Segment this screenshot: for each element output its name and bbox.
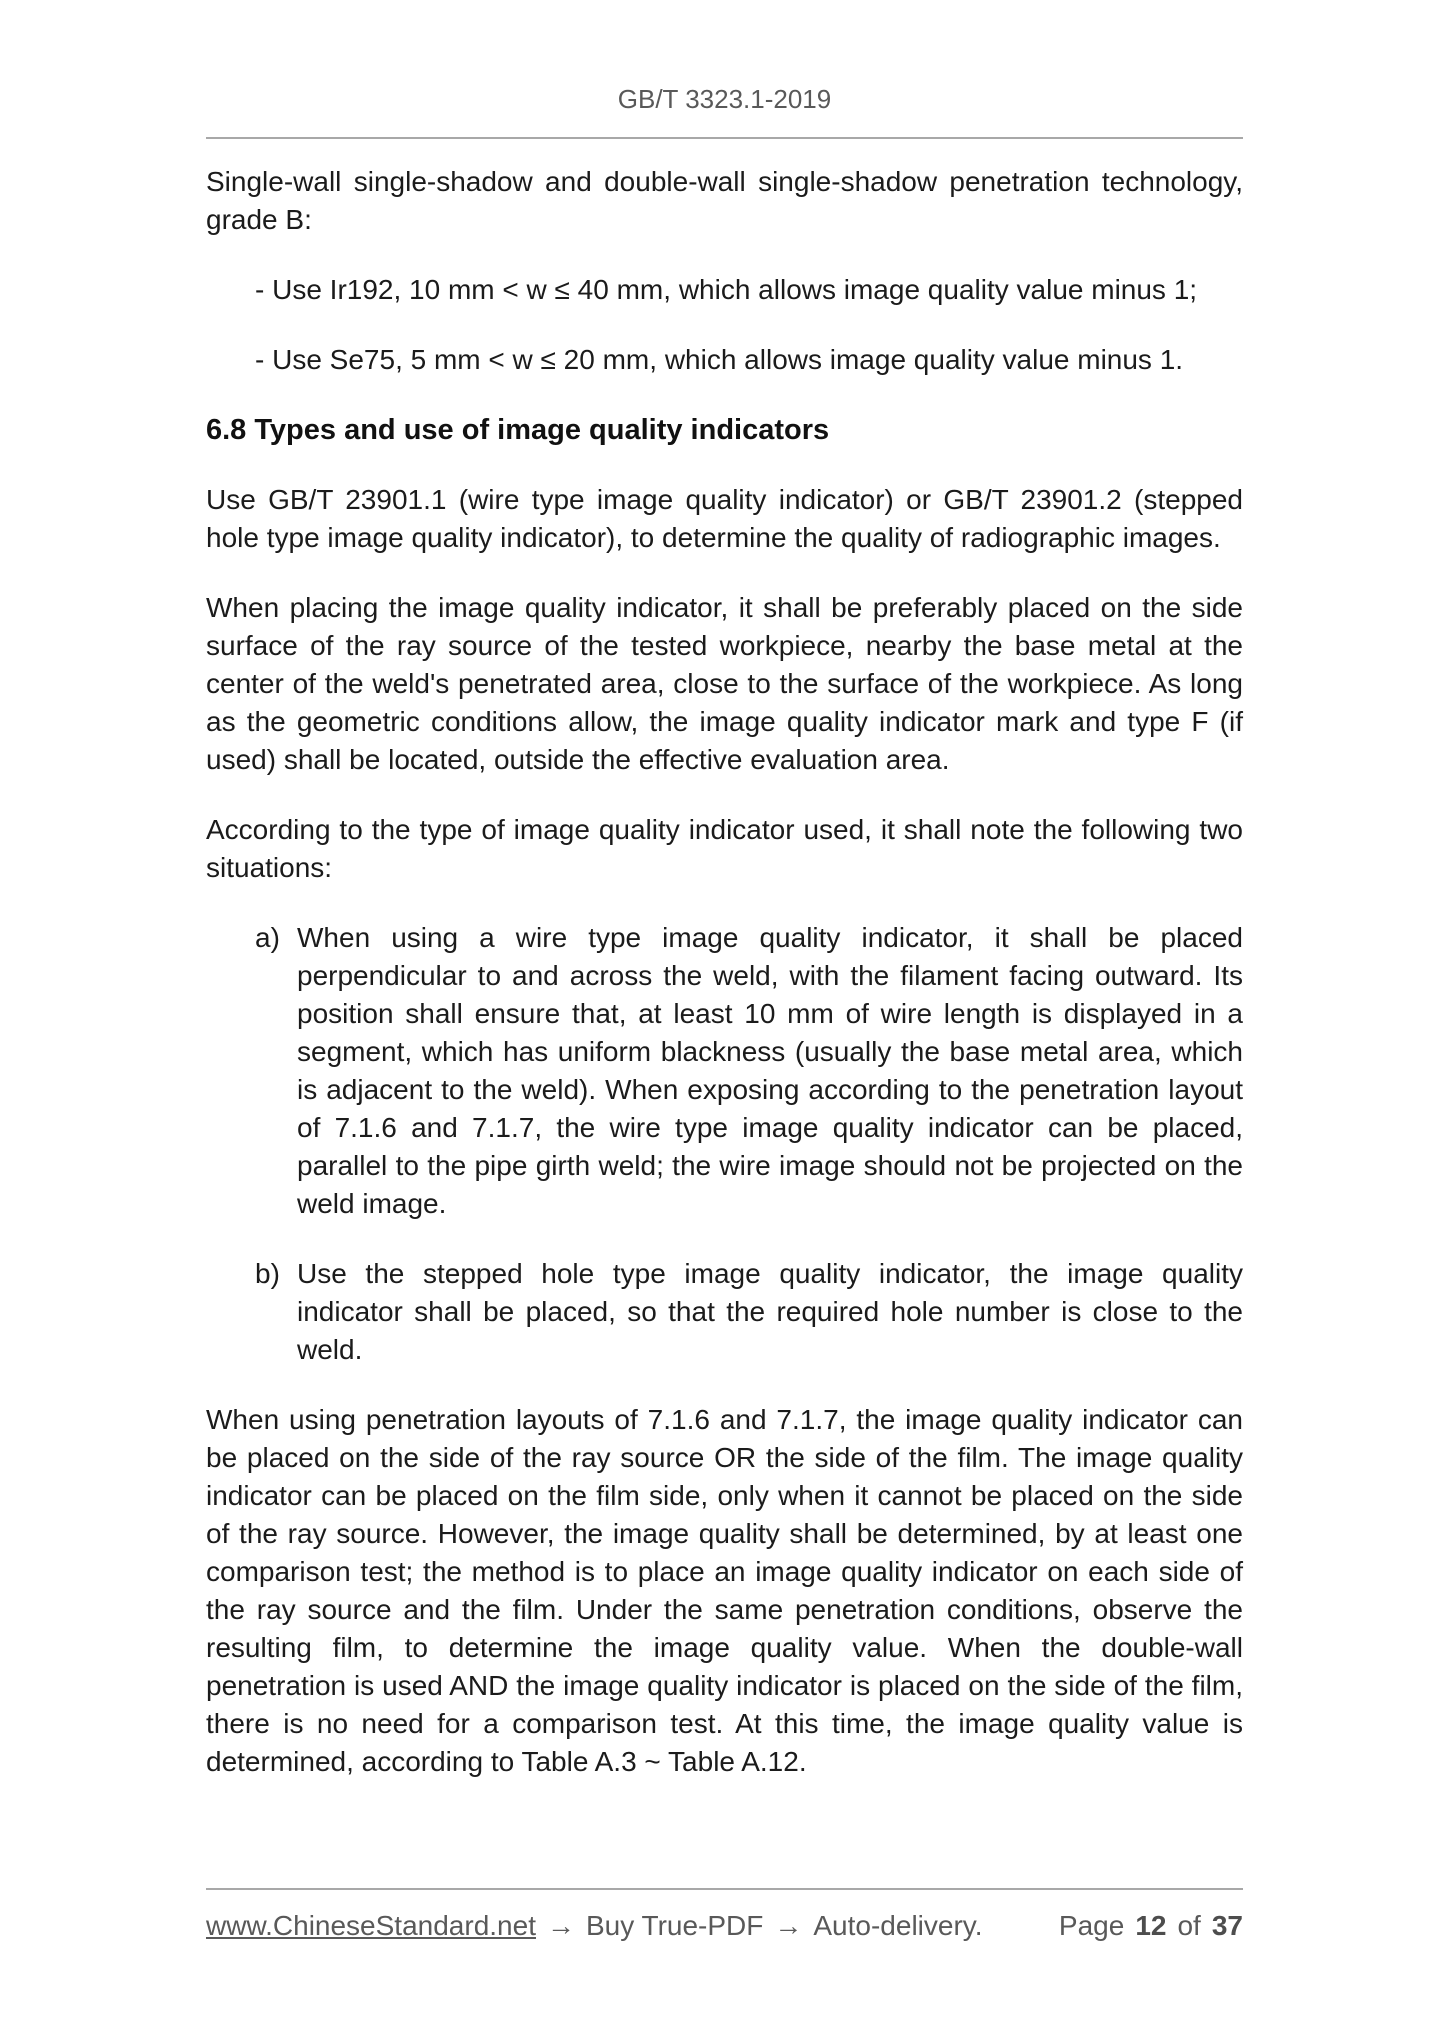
page-current-number: 12 (1135, 1910, 1167, 1941)
page-content (206, 163, 1243, 1813)
paragraph-two-situations: According to the type of image quality indicator used, it shall note the following two situations: (206, 814, 1243, 883)
arrow-right-icon: → (774, 1910, 803, 1941)
page-label: Page (1058, 1910, 1125, 1941)
list-item-a (206, 919, 1243, 1223)
footer-delivery-text: Auto-delivery. (813, 1910, 983, 1941)
paragraph-intro: Single-wall single-shadow and double-wall single-shadow penetration technology, grade B: (206, 166, 1243, 235)
page-of-label: of (1177, 1910, 1201, 1941)
paragraph-closing: When using penetration layouts of 7.1.6 and 7.1.7, the image quality indicator can be placed on the side of the ray source OR the side of the film. The image quality indicator can be placed on the film side, only when it cannot be placed on the side of the ray source. However, the image quality shall be determined, by at least one comparison test; the method is to place an image quality indicator on each side of the ray source and the film. Under the same penetration conditions, observe the resulting film, to determine the image quality value. When the double-wall penetration is used AND the image quality indicator is placed on the side of the film, there is no need for a comparison test. At this time, the image quality value is determined, according to Table A.3 ~ Table A.12. (206, 1404, 1243, 1777)
list-marker-a: a) (255, 922, 280, 953)
list-text-a: When using a wire type image quality indicator, it shall be placed perpendicular to and across the weld, with the filament facing outward. Its position shall ensure that, at least 10 mm of wire length is displayed in a segment, which has uniform blackness (usually the base metal area, which is adjacent to the weld). When exposing according to the penetration layout of 7.1.6 and 7.1.7, the wire type image quality indicator can be placed, parallel to the pipe girth weld; the wire image should not be projected on the weld image. (297, 922, 1243, 1219)
section-heading-6-8: 6.8 Types and use of image quality indicators (206, 414, 830, 446)
page-total-number: 37 (1211, 1910, 1243, 1941)
page-header-standard-number: GB/T 3323.1-2019 (617, 84, 832, 114)
bullet-ir192: - Use Ir192, 10 mm < w ≤ 40 mm, which allows image quality value minus 1; (255, 274, 1198, 305)
list-text-b: Use the stepped hole type image quality indicator, the image quality indicator shall be placed, so that the required hole number is close to the weld. (297, 1258, 1243, 1365)
list-marker-b: b) (255, 1258, 280, 1289)
footer-divider (206, 1888, 1243, 1890)
list-item-b (206, 1255, 1243, 1369)
footer-buy-text: Buy True-PDF (585, 1910, 764, 1941)
footer-source-line (206, 1907, 982, 1945)
bullet-se75: - Use Se75, 5 mm < w ≤ 20 mm, which allows image quality value minus 1. (255, 344, 1184, 375)
page-footer (206, 1907, 1243, 1945)
arrow-right-icon: → (546, 1910, 575, 1941)
page-indicator (1059, 1907, 1243, 1945)
website-link[interactable]: www.ChineseStandard.net (206, 1910, 536, 1941)
paragraph-placing-indicator: When placing the image quality indicator, it shall be preferably placed on the side surface of the ray source of the tested workpiece, nearby the base metal at the center of the weld's penetrated area, close to the surface of the workpiece. As long as the geometric conditions allow, the image quality indicator mark and type F (if used) shall be located, outside the effective evaluation area. (206, 592, 1243, 775)
header-divider (206, 137, 1243, 139)
paragraph-use-gbt: Use GB/T 23901.1 (wire type image quality indicator) or GB/T 23901.2 (stepped hole type image quality indicator), to determine the quality of radiographic images. (206, 484, 1243, 553)
